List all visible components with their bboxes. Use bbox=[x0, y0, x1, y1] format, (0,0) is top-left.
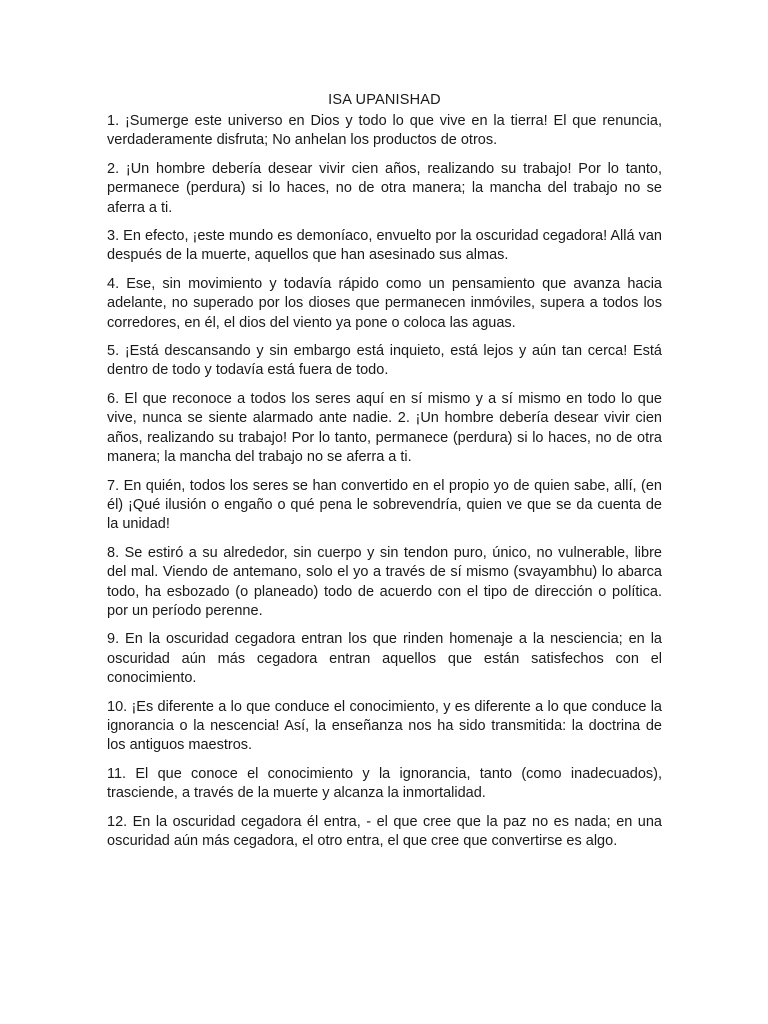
verse-6: 6. El que reconoce a todos los seres aquí en sí mismo y a sí mismo en todo lo que vive, nunca se siente alarmado ante nadie. 2. ¡Un hombre debería desear vivir cien años, realizando su trabajo! Por lo tanto, permanece (perdura) si lo haces, no de otra manera; la mancha del trabajo no se aferra a ti. bbox=[107, 390, 662, 466]
verse-3: 3. En efecto, ¡este mundo es demoníaco, envuelto por la oscuridad cegadora! Allá van después de la muerte, aquellos que han asesinado sus almas. bbox=[107, 228, 662, 264]
verse-9: 9. En la oscuridad cegadora entran los que rinden homenaje a la nesciencia; en la oscuridad aún más cegadora entran aquellos que están satisfechos con el conocimiento. bbox=[107, 631, 662, 687]
document-page bbox=[107, 90, 662, 860]
verse-11: 11. El que conoce el conocimiento y la ignorancia, tanto (como inadecuados), trasciende, a través de la muerte y alcanza la inmortalidad. bbox=[107, 765, 662, 802]
verse-10: 10. ¡Es diferente a lo que conduce el conocimiento, y es diferente a lo que conduce la ignorancia o la nescencia! Así, la enseñanza nos ha sido transmitida: la doctrina de los antiguos maestros. bbox=[107, 698, 662, 754]
verse-7: 7. En quién, todos los seres se han convertido en el propio yo de quien sabe, allí, (en él) ¡Qué ilusión o engaño o qué pena le sobrevendría, quien ve que se da cuenta de la unidad! bbox=[107, 477, 662, 533]
document-title: ISA UPANISHAD bbox=[328, 92, 441, 108]
verse-2: 2. ¡Un hombre debería desear vivir cien años, realizando su trabajo! Por lo tanto, permanece (perdura) si lo haces, no de otra manera; la mancha del trabajo no se aferra a ti. bbox=[107, 160, 662, 216]
verse-1: 1. ¡Sumerge este universo en Dios y todo lo que vive en la tierra! El que renuncia, verdaderamente disfruta; No anhelan los productos de otros. bbox=[107, 113, 662, 149]
verse-5: 5. ¡Está descansando y sin embargo está inquieto, está lejos y aún tan cerca! Está dentro de todo y todavía está fuera de todo. bbox=[107, 343, 662, 379]
verse-12: 12. En la oscuridad cegadora él entra, - el que cree que la paz no es nada; en una oscuridad aún más cegadora, el otro entra, el que cree que convertirse es algo. bbox=[107, 813, 662, 849]
verse-8: 8. Se estiró a su alrededor, sin cuerpo y sin tendon puro, único, no vulnerable, libre del mal. Viendo de antemano, solo el yo a través de sí mismo (svayambhu) lo abarca todo, ha esbozado (o planeado) todo de acuerdo con el tipo de dirección o política. por un período perenne. bbox=[107, 544, 662, 619]
verse-4: 4. Ese, sin movimiento y todavía rápido como un pensamiento que avanza hacia adelante, no superado por los dioses que permanecen inmóviles, supera a todos los corredores, en él, el dios del viento ya pone o coloca las aguas. bbox=[107, 275, 662, 331]
